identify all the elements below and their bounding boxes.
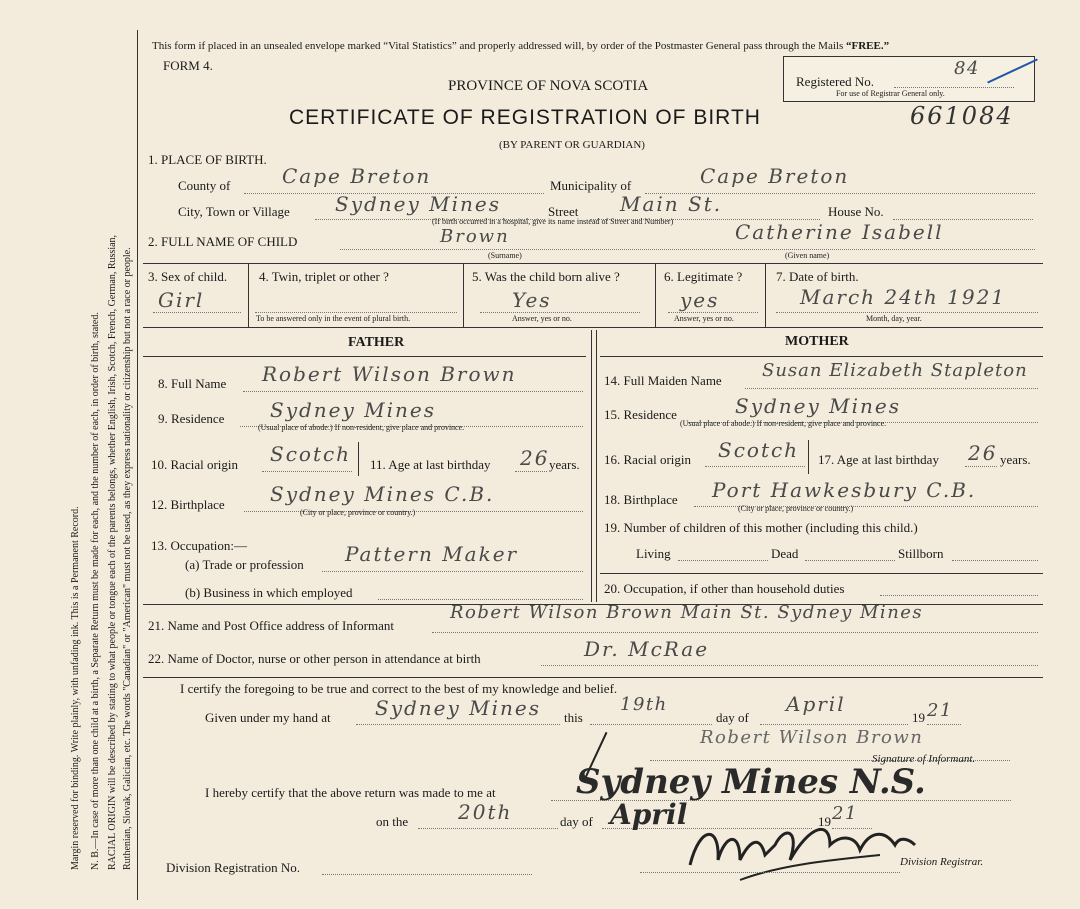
registrar-statement: I hereby certify that the above return was made to me at <box>205 785 496 800</box>
given-year: 21 <box>927 700 953 721</box>
mother-heading: MOTHER <box>785 334 849 349</box>
place-of-birth-heading: 1. PLACE OF BIRTH. <box>148 152 267 167</box>
child-given-name: Catherine Isabell <box>735 220 944 244</box>
mother-stillborn-label: Stillborn <box>898 546 944 561</box>
child-name-label: 2. FULL NAME OF CHILD <box>148 234 298 249</box>
twin-label: 4. Twin, triplet or other ? <box>259 269 389 284</box>
father-trade-value: Pattern Maker <box>345 542 519 566</box>
mother-residence-value: Sydney Mines <box>735 394 902 418</box>
county-label: County of <box>178 178 231 193</box>
father-race-value: Scotch <box>270 442 352 466</box>
mother-residence-note: (Usual place of abode.) If non-resident, give place and province. <box>680 419 887 428</box>
doctor-label: 22. Name of Doctor, nurse or other person in attendance at birth <box>148 651 481 666</box>
father-business-label: (b) Business in which employed <box>185 585 353 600</box>
father-occupation-label: 13. Occupation:— <box>151 538 248 553</box>
mother-residence-label: 15. Residence <box>604 407 677 422</box>
informant-value: Robert Wilson Brown Main St. Sydney Mines <box>450 602 924 623</box>
side-note-binding: Margin reserved for binding. Write plainly, with unfading ink. This is a Permanent Record. <box>70 506 81 870</box>
certificate-title: CERTIFICATE OF REGISTRATION OF BIRTH <box>289 106 761 129</box>
on-the-label: on the <box>376 814 409 829</box>
sex-value: Girl <box>158 288 205 312</box>
mother-children-label: 19. Number of children of this mother (including this child.) <box>604 520 918 535</box>
alive-value: Yes <box>512 288 552 312</box>
registrar-day-of-label: day of <box>560 814 593 829</box>
side-note-multiple-birth: N. B.—In case of more than one child at a birth, a Separate Return must be made for each, and the number of each, in order of birth, stated. <box>90 312 101 870</box>
date-of-birth-label: 7. Date of birth. <box>776 269 859 284</box>
mother-name-value: Susan Elizabeth Stapleton <box>762 360 1028 381</box>
day-of-label: day of <box>716 710 749 725</box>
informant-label: 21. Name and Post Office address of Informant <box>148 618 394 633</box>
mother-dead-label: Dead <box>771 546 799 561</box>
year-prefix: 19 <box>912 710 925 725</box>
father-name-value: Robert Wilson Brown <box>262 362 517 386</box>
given-label: Given under my hand at <box>205 710 331 725</box>
father-race-label: 10. Racial origin <box>151 457 239 472</box>
surname-caption: (Surname) <box>488 251 522 260</box>
child-surname: Brown <box>440 226 510 247</box>
registrar-day: 20th <box>458 800 513 824</box>
given-day: 19th <box>620 694 668 715</box>
registered-value: 84 <box>954 58 980 79</box>
side-note-racial-2: Ruthenian, Slovak, Galician, etc. The words "Canadian" or "American" must not be used, as they express nationality or citizenship but not a race or people. <box>122 247 133 870</box>
mother-birthplace-value: Port Hawkesbury C.B. <box>712 478 977 502</box>
division-registration-label: Division Registration No. <box>166 860 300 875</box>
mother-living-label: Living <box>636 546 671 561</box>
street-value: Main St. <box>620 192 723 216</box>
father-birthplace-label: 12. Birthplace <box>151 497 225 512</box>
mother-age-label: 17. Age at last birthday <box>818 452 939 467</box>
father-residence-note: (Usual place of abode.) If non-resident, give place and province. <box>258 423 465 432</box>
certify-statement: I certify the foregoing to be true and correct to the best of my knowledge and belief. <box>180 681 618 696</box>
father-years: years. <box>549 457 580 472</box>
given-caption: (Given name) <box>785 251 830 260</box>
mother-name-label: 14. Full Maiden Name <box>604 373 722 388</box>
mother-birthplace-note: (City or place, province or country.) <box>738 504 854 513</box>
signature-caption: Signature of Informant. <box>872 753 976 765</box>
certificate-subtitle: (BY PARENT OR GUARDIAN) <box>499 139 645 151</box>
municipality-value: Cape Breton <box>700 164 850 188</box>
registrar-note: For use of Registrar General only. <box>836 89 945 98</box>
mother-race-label: 16. Racial origin <box>604 452 692 467</box>
division-registrar-label: Division Registrar. <box>900 856 984 868</box>
mother-race-value: Scotch <box>718 438 800 462</box>
father-trade-label: (a) Trade or profession <box>185 557 304 572</box>
registrar-year-prefix: 19 <box>818 814 831 829</box>
mother-occupation-label: 20. Occupation, if other than household duties <box>604 581 845 596</box>
registrar-place: Sydney Mines N.S. <box>576 762 926 802</box>
mother-years: years. <box>1000 452 1031 467</box>
legitimate-value: yes <box>680 288 720 312</box>
alive-label: 5. Was the child born alive ? <box>472 269 620 284</box>
registrar-signature <box>680 815 930 885</box>
registered-label: Registered No. <box>796 74 874 89</box>
father-age-value: 26 <box>520 446 550 470</box>
given-place: Sydney Mines <box>375 696 542 720</box>
form-number: FORM 4. <box>163 58 213 73</box>
this-label: this <box>564 710 583 725</box>
father-birthplace-note: (City or place, province or country.) <box>300 508 416 517</box>
given-month: April <box>786 692 846 716</box>
father-age-label: 11. Age at last birthday <box>370 457 491 472</box>
legitimate-note: Answer, yes or no. <box>674 314 734 323</box>
date-of-birth-value: March 24th 1921 <box>800 285 1007 309</box>
county-value: Cape Breton <box>282 164 432 188</box>
province-heading: PROVINCE OF NOVA SCOTIA <box>448 78 649 94</box>
municipality-label: Municipality of <box>550 178 632 193</box>
father-residence-value: Sydney Mines <box>270 398 437 422</box>
street-label: Street <box>548 204 579 219</box>
hospital-note: (If birth occurred in a hospital, give its name instead of Street and Number) <box>432 217 674 226</box>
legitimate-label: 6. Legitimate ? <box>664 269 743 284</box>
mother-birthplace-label: 18. Birthplace <box>604 492 678 507</box>
handwritten-number: 661084 <box>910 102 1014 130</box>
city-label: City, Town or Village <box>178 204 290 219</box>
father-name-label: 8. Full Name <box>158 376 227 391</box>
left-border <box>137 30 138 900</box>
city-value: Sydney Mines <box>335 192 502 216</box>
informant-signature: Robert Wilson Brown <box>700 727 924 748</box>
house-label: House No. <box>828 204 884 219</box>
side-note-racial-1: RACIAL ORIGIN will be described by stating to what people or tongue each of the parents belongs, whether English, Irish, Scotch, French, German, Russian, <box>107 234 118 870</box>
registrar-year: 21 <box>832 803 858 824</box>
free-label: “FREE.” <box>845 40 890 52</box>
twin-note: To be answered only in the event of plural birth. <box>256 314 411 323</box>
envelope-notice: This form if placed in an unsealed envelope marked “Vital Statistics” and properly addressed will, by order of the Postmaster General pass through the Mails “FREE.” <box>152 40 890 52</box>
doctor-value: Dr. McRae <box>584 637 710 661</box>
mother-age-value: 26 <box>968 441 998 465</box>
father-heading: FATHER <box>348 335 405 350</box>
registrar-month: April <box>610 798 688 831</box>
date-of-birth-note: Month, day, year. <box>866 314 922 323</box>
father-birthplace-value: Sydney Mines C.B. <box>270 482 495 506</box>
alive-note: Answer, yes or no. <box>512 314 572 323</box>
father-residence-label: 9. Residence <box>158 411 225 426</box>
sex-label: 3. Sex of child. <box>148 269 228 284</box>
